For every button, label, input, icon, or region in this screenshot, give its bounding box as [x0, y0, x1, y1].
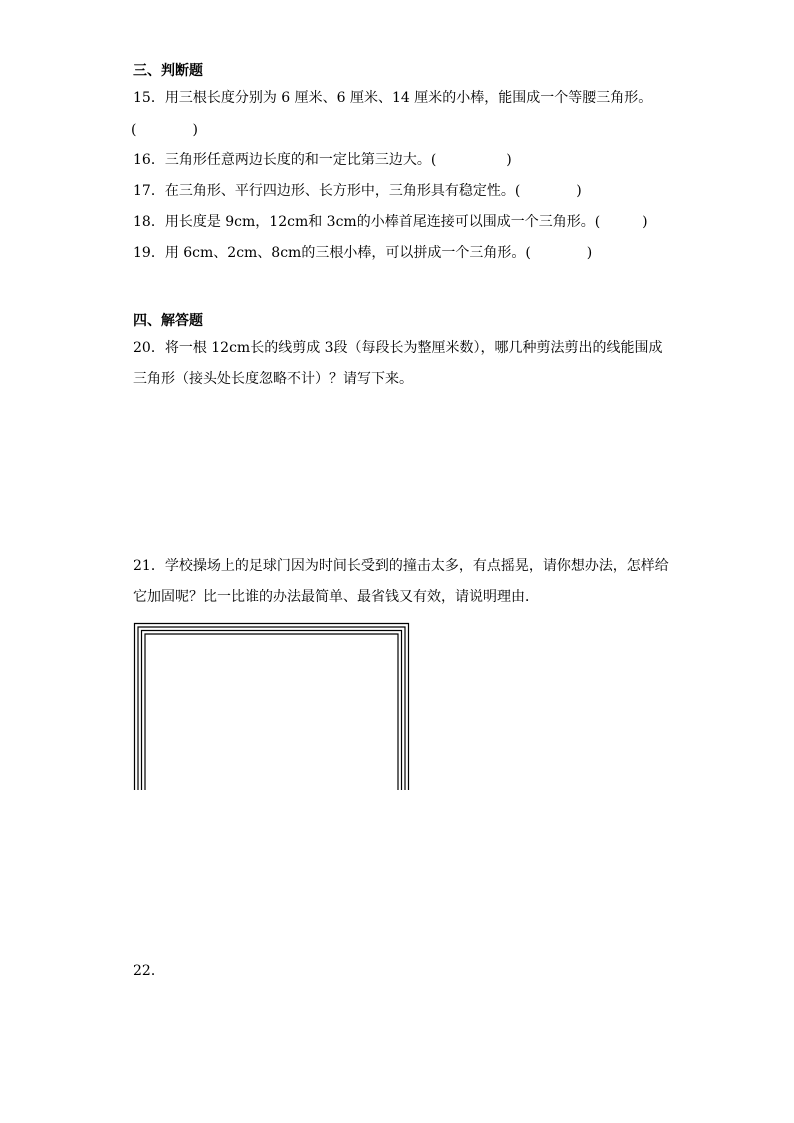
question-22: 22． — [133, 963, 165, 979]
question-18: 18．用长度是 9cm，12cm和 3cm的小棒首尾连接可以围成一个三角形。( ) — [133, 214, 648, 230]
question-21-line-1: 21．学校操场上的足球门因为时间长受到的撞击太多，有点摇晃，请你想办法，怎样给 — [133, 558, 669, 574]
section-4-heading: 四、解答题 — [133, 313, 203, 329]
question-20-line-1: 20．将一根 12cm长的线剪成 3段（每段长为整厘米数），哪几种剪法剪出的线能围成 — [133, 340, 663, 356]
question-15: 15．用三根长度分别为 6 厘米、6 厘米、14 厘米的小棒，能围成一个等腰三角形。 — [133, 90, 653, 106]
question-20-line-2: 三角形（接头处长度忽略不计）？请写下来。 — [133, 371, 413, 387]
question-21-line-2: 它加固呢？比一比谁的办法最简单、最省钱又有效，请说明理由． — [133, 589, 539, 605]
soccer-goal-figure — [133, 622, 410, 790]
question-17: 17．在三角形、平行四边形、长方形中，三角形具有稳定性。( ) — [133, 183, 582, 199]
question-15-answer-blank: ( ) — [131, 122, 198, 138]
question-16: 16．三角形任意两边长度的和一定比第三边大。( ) — [133, 152, 512, 168]
question-19: 19．用 6cm、2cm、8cm的三根小棒，可以拼成一个三角形。( ) — [133, 245, 593, 261]
section-3-heading: 三、判断题 — [133, 63, 203, 79]
